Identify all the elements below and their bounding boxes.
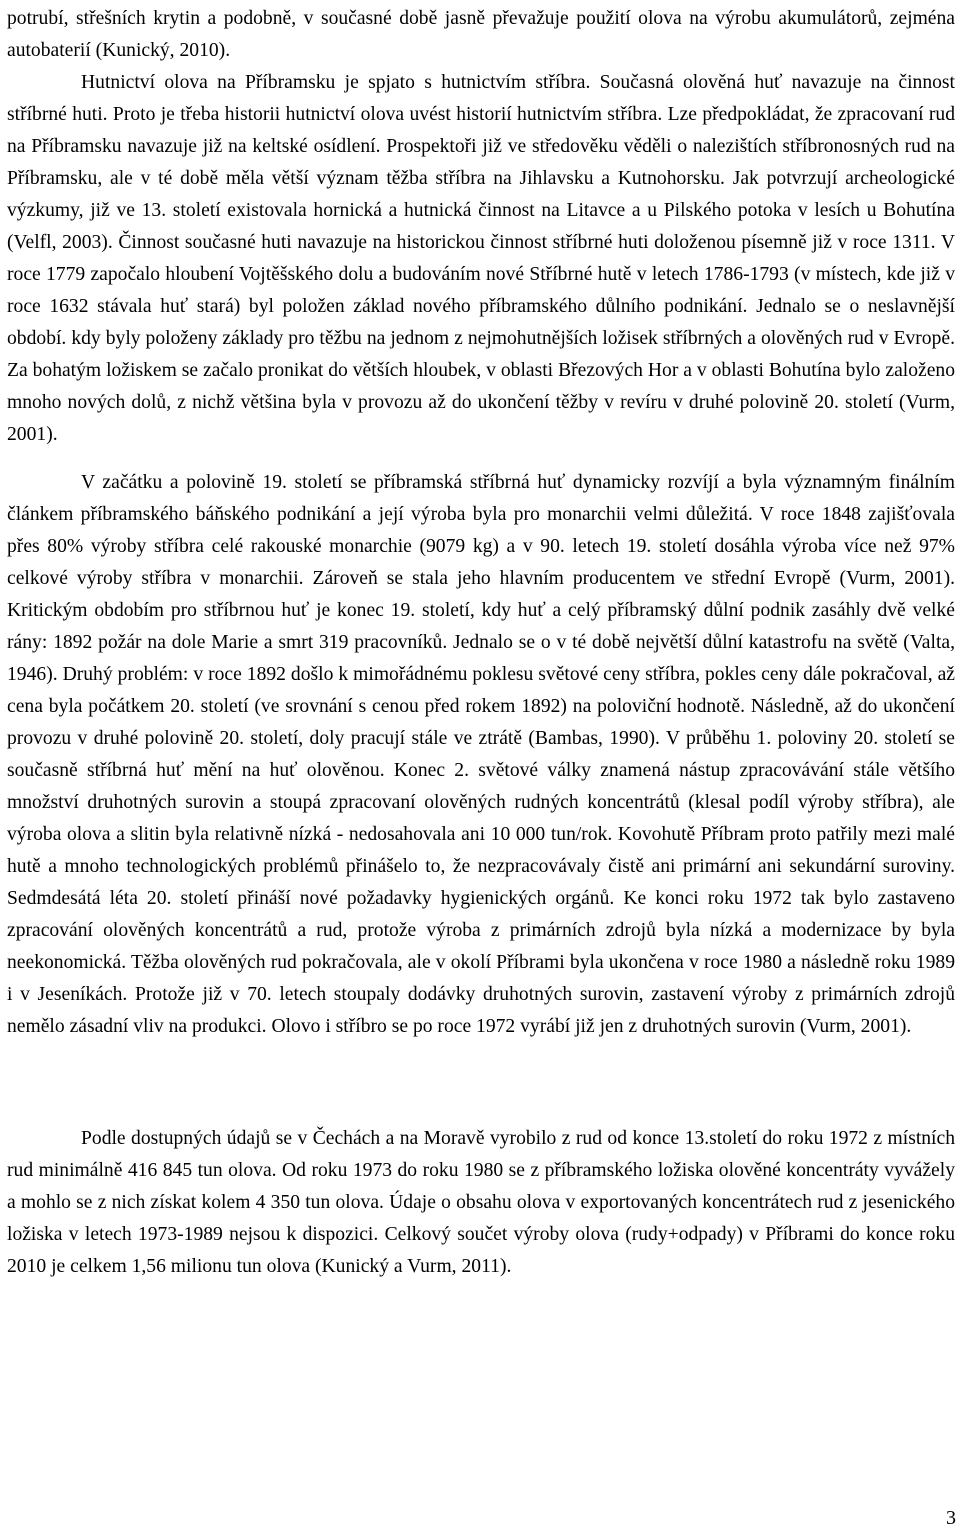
paragraph-19th-20th-century: V začátku a polovině 19. století se příbramská stříbrná huť dynamicky rozvíjí a byla významným finálním článkem příbramského báňského podnikání a její výroba byla pro monarchii velmi důležitá. V roce 1848 zajišťovala přes 80% výroby stříbra celé rakouské monarchie (9079 kg) a v 90. letech 19. století dosáhla výroba více než 97% celkové výroby stříbra v monarchii. Zároveň se stala jeho hlavním producentem ve střední Evropě (Vurm, 2001). Kritickým obdobím pro stříbrnou huť je konec 19. století, kdy huť a celý příbramský důlní podnik zasáhly dvě velké rány: 1892 požár na dole Marie a smrt 319 pracovníků. Jednalo se o v té době největší důlní katastrofu na světě (Valta, 1946). Druhý problém: v roce 1892 došlo k mimořádnému poklesu světové ceny stříbra, pokles ceny dále pokračoval, až cena byla počátkem 20. století (ve srovnání s cenou před rokem 1892) na poloviční hodnotě. Následně, až do ukončení provozu v druhé polovině 20. století, doly pracují stále ve ztrátě (Bambas, 1990). V průběhu 1. poloviny 20. století se současně stříbrná huť mění na huť olověnou. Konec 2. světové války znamená nástup zpracovávání stále většího množství druhotných surovin a stoupá zpracovaní olověných rudných koncentrátů (klesal podíl výroby stříbra), ale výroba olova a slitin byla relativně nízká - nedosahovala ani 10 000 tun/rok. Kovohutě Příbram proto patřily mezi malé hutě a mnoho technologických problémů přinášelo to, že nezpracovávaly čistě ani primární ani sekundární suroviny. Sedmdesátá léta 20. století přináší nové požadavky hygienických orgánů. Ke konci roku 1972 tak bylo zastaveno zpracování olověných koncentrátů a rud, protože výroba z primárních zdrojů byla nízká a modernizace by byla neekonomická. Těžba olověných rud pokračovala, ale v okolí Příbrami byla ukončena v roce 1980 a následně roku 1989 i v Jeseníkách. Protože již v 70. letech stoupaly dodávky druhotných surovin, zastavení výroby z primárních zdrojů nemělo zásadní vliv na produkci. Olovo i stříbro se po roce 1972 vyrábí již jen z druhotných surovin (Vurm, 2001). [7,472,955,1037]
paragraph-continuation: potrubí, střešních krytin a podobně, v současné době jasně převažuje použití olova na výrobu akumulátorů, zejména autobaterií (Kunický, 2010). [7,8,955,61]
page-number: 3 [946,1507,956,1529]
paragraph-silver-smelting-history: Hutnictví olova na Příbramsku je spjato s hutnictvím stříbra. Současná olověná huť navazuje na činnost stříbrné huti. Proto je třeba historii hutnictví olova uvést historií hutnictvím stříbra. Lze předpokládat, že zpracovaní rud na Příbramsku navazuje již na keltské osídlení. Prospektoři již ve středověku věděli o nalezištích stříbronosných rud na Příbramsku, ale v té době měla větší význam těžba stříbra na Jihlavsku a Kutnohorsku. Jak potvrzují archeologické výzkumy, již ve 13. století existovala hornická a hutnická činnost na Litavce a u Pilského potoka v lesích u Bohutína (Velfl, 2003). Činnost současné huti navazuje na historickou činnost stříbrné huti doloženou písemně již v roce 1311. V roce 1779 započalo hloubení Vojtěšského dolu a budováním nové Stříbrné hutě v letech 1786-1793 (v místech, kde již v roce 1632 stávala huť stará) byl položen základ nového příbramského důlního podnikání. Jednalo se o neslavnější období. kdy byly položeny základy pro těžbu na jednom z nejmohutnějších ložisek stříbrných a olověných rud v Evropě. Za bohatým ložiskem se začalo pronikat do větších hloubek, v oblasti Březových Hor a v oblasti Bohutína bylo založeno mnoho nových dolů, z nichž většina byla v provozu až do ukončení těžby v revíru v druhé polovině 20. století (Vurm, 2001). [7,72,955,445]
paragraph-production-totals: Podle dostupných údajů se v Čechách a na Moravě vyrobilo z rud od konce 13.století do roku 1972 z místních rud minimálně 416 845 tun olova. Od roku 1973 do roku 1980 se z příbramského ložiska olověné koncentráty vyvážely a mohlo se z nich získat kolem 4 350 tun olova. Údaje o obsahu olova v exportovaných koncentrátech rud z jesenického ložiska v letech 1973-1989 nejsou k dispozici. Celkový součet výroby olova (rudy+odpady) v Příbrami do konce roku 2010 je celkem 1,56 milionu tun olova (Kunický a Vurm, 2011). [7,1128,955,1277]
